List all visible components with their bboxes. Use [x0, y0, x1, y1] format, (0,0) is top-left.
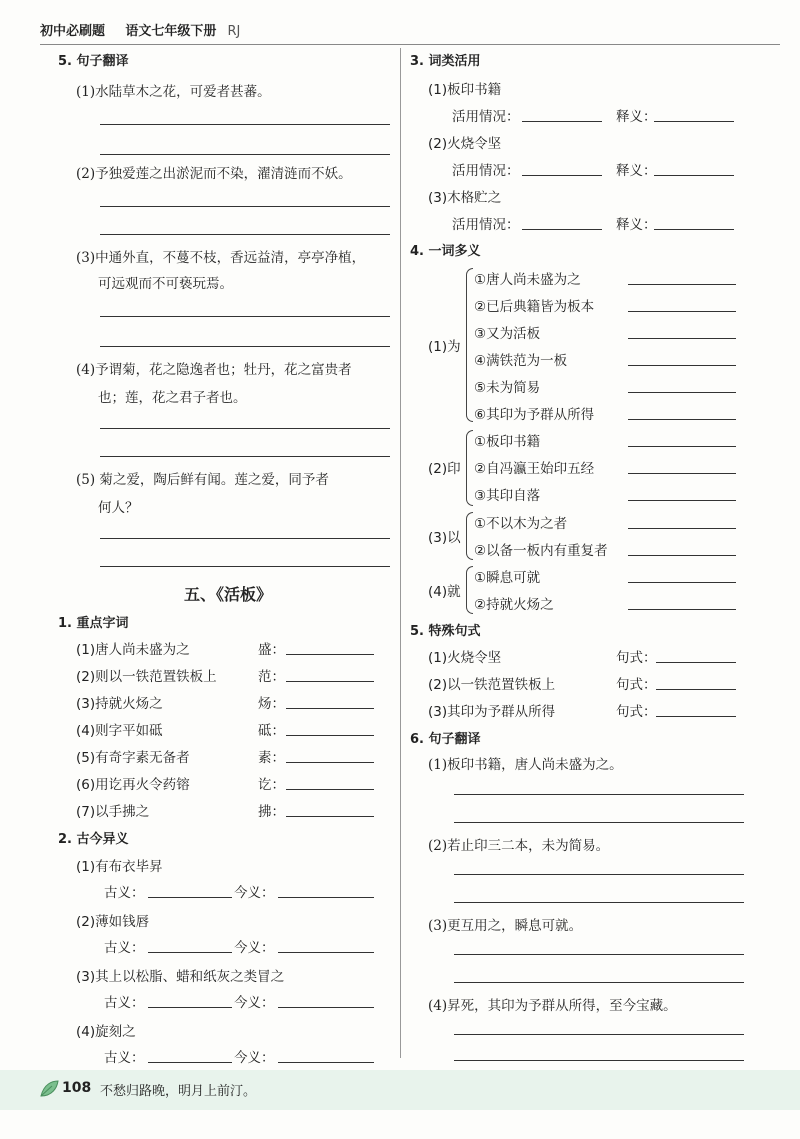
sentence-4b: 也；莲，花之君子者也。: [98, 390, 247, 406]
answer-line[interactable]: [100, 234, 390, 235]
answer-line[interactable]: [278, 952, 374, 953]
answer-line[interactable]: [454, 954, 744, 955]
answer-line[interactable]: [454, 822, 744, 823]
word-char: 素：: [258, 750, 285, 766]
gu-label: 古义：: [104, 885, 145, 901]
answer-line[interactable]: [100, 566, 390, 567]
sentence-5b: 何人？: [98, 500, 139, 516]
word-char: 讫：: [258, 777, 285, 793]
answer-line[interactable]: [628, 582, 736, 583]
answer-line[interactable]: [628, 609, 736, 610]
gujin-item: (4)旋刻之: [76, 1024, 136, 1040]
wei-item: ⑥其印为予群从所得: [474, 407, 595, 423]
meaning-label: 释义：: [616, 217, 657, 233]
translate-item: (3)更互用之，瞬息可就。: [428, 918, 583, 934]
word-char: 拂：: [258, 804, 285, 820]
answer-line[interactable]: [286, 681, 374, 682]
section-1-title: 1. 重点字词: [58, 616, 129, 631]
answer-line[interactable]: [656, 689, 736, 690]
answer-line[interactable]: [286, 762, 374, 763]
sentence-5a: (5) 菊之爱，陶后鲜有闻。莲之爱，同予者: [76, 472, 329, 488]
translate-item: (2)若止印三二本，未为简易。: [428, 838, 610, 854]
gu-label: 古义：: [104, 995, 145, 1011]
word-item: (1)唐人尚未盛为之: [76, 642, 190, 658]
gu-label: 古义：: [104, 1050, 145, 1066]
form-label: 句式：: [616, 650, 657, 666]
answer-line[interactable]: [278, 1007, 374, 1008]
jin-label: 今义：: [234, 1050, 275, 1066]
gujin-item: (1)有布衣毕昇: [76, 859, 163, 875]
brace: [466, 512, 473, 560]
header-rule: [40, 44, 780, 45]
section-5-title: 5. 句子翻译: [58, 54, 129, 69]
answer-line[interactable]: [628, 555, 736, 556]
teshu-item: (1)火烧令坚: [428, 650, 502, 666]
jiu-item: ②持就火炀之: [474, 597, 554, 613]
footer-quote: 不愁归路晚，明月上前汀。: [100, 1084, 257, 1099]
form-label: 句式：: [616, 677, 657, 693]
wei-item: ④满铁范为一板: [474, 353, 568, 369]
book-title: 初中必刷题: [40, 24, 106, 39]
answer-line[interactable]: [454, 874, 744, 875]
teshu-item: (2)以一铁范置铁板上: [428, 677, 556, 693]
answer-line[interactable]: [100, 538, 390, 539]
word-char: 范：: [258, 669, 285, 685]
word-char: 炀：: [258, 696, 285, 712]
gujin-item: (2)薄如钱唇: [76, 914, 150, 930]
answer-line[interactable]: [454, 1034, 744, 1035]
huoyong-item: (3)木格贮之: [428, 190, 502, 206]
wei-item: ②已后典籍皆为板本: [474, 299, 595, 315]
answer-line[interactable]: [148, 1062, 232, 1063]
answer-line[interactable]: [148, 952, 232, 953]
answer-line[interactable]: [628, 284, 736, 285]
answer-line[interactable]: [286, 708, 374, 709]
gujin-item: (3)其上以松脂、蜡和纸灰之类冒之: [76, 969, 285, 985]
lesson-title: 五、《活板》: [184, 585, 273, 604]
answer-line[interactable]: [628, 500, 736, 501]
answer-line[interactable]: [628, 473, 736, 474]
yin-item: ②自冯瀛王始印五经: [474, 461, 595, 477]
answer-line[interactable]: [656, 662, 736, 663]
yi-item: ②以备一板内有重复者: [474, 543, 608, 559]
answer-line[interactable]: [100, 316, 390, 317]
yin-item: ③其印自落: [474, 488, 541, 504]
answer-line[interactable]: [654, 229, 734, 230]
brace: [466, 566, 473, 614]
answer-line[interactable]: [454, 1060, 744, 1061]
answer-line[interactable]: [278, 1062, 374, 1063]
brace: [466, 430, 473, 506]
sentence-4a: (4)予谓菊，花之隐逸者也；牡丹，花之富贵者: [76, 362, 352, 378]
meaning-label: 释义：: [616, 109, 657, 125]
wei-item: ③又为活板: [474, 326, 541, 342]
answer-line[interactable]: [100, 456, 390, 457]
word-item: (6)用讫再火令药镕: [76, 777, 190, 793]
form-label: 句式：: [616, 704, 657, 720]
gu-label: 古义：: [104, 940, 145, 956]
section-4-title: 4. 一词多义: [410, 244, 481, 259]
answer-line[interactable]: [628, 446, 736, 447]
leaf-icon: [38, 1078, 60, 1100]
answer-line[interactable]: [628, 311, 736, 312]
huoyong-item: (1)板印书籍: [428, 82, 502, 98]
word-item: (5)有奇字素无备者: [76, 750, 190, 766]
answer-line[interactable]: [454, 982, 744, 983]
section-5-title: 5. 特殊句式: [410, 624, 481, 639]
jin-label: 今义：: [234, 995, 275, 1011]
page-number: 108: [62, 1080, 92, 1096]
word-item: (7)以手拂之: [76, 804, 150, 820]
section-2-title: 2. 古今异义: [58, 832, 129, 847]
answer-line[interactable]: [654, 175, 734, 176]
answer-line[interactable]: [148, 897, 232, 898]
answer-line[interactable]: [100, 346, 390, 347]
section-6-title: 6. 句子翻译: [410, 732, 481, 747]
jin-label: 今义：: [234, 885, 275, 901]
answer-line[interactable]: [628, 528, 736, 529]
yi-item: ①不以木为之者: [474, 516, 568, 532]
answer-line[interactable]: [628, 392, 736, 393]
answer-line[interactable]: [286, 816, 374, 817]
book-edition: RJ: [227, 24, 241, 39]
book-subject: 语文七年级下册: [125, 24, 217, 39]
answer-line[interactable]: [628, 338, 736, 339]
answer-line[interactable]: [454, 902, 744, 903]
sentence-3b: 可远观而不可亵玩焉。: [98, 276, 233, 292]
page-footer: [0, 1070, 800, 1110]
answer-line[interactable]: [654, 121, 734, 122]
answer-line[interactable]: [522, 121, 602, 122]
section-3-title: 3. 词类活用: [410, 54, 481, 69]
meaning-label: 释义：: [616, 163, 657, 179]
jin-label: 今义：: [234, 940, 275, 956]
answer-line[interactable]: [148, 1007, 232, 1008]
sentence-3a: (3)中通外直，不蔓不枝，香远益清，亭亭净植，: [76, 250, 366, 266]
yin-label: (2)印: [428, 461, 461, 477]
yin-item: ①板印书籍: [474, 434, 541, 450]
answer-line[interactable]: [100, 206, 390, 207]
word-item: (3)持就火炀之: [76, 696, 163, 712]
answer-line[interactable]: [100, 124, 390, 125]
jiu-item: ①瞬息可就: [474, 570, 541, 586]
usage-label: 活用情况：: [452, 163, 520, 179]
answer-line[interactable]: [278, 897, 374, 898]
jiu-label: (4)就: [428, 584, 461, 600]
yi-label: (3)以: [428, 530, 461, 546]
translate-item: (4)昇死，其印为予群从所得，至今宝藏。: [428, 998, 677, 1014]
answer-line[interactable]: [100, 428, 390, 429]
word-char: 砥：: [258, 723, 285, 739]
word-char: 盛：: [258, 642, 285, 658]
teshu-item: (3)其印为予群从所得: [428, 704, 556, 720]
sentence-1: (1)水陆草木之花，可爱者甚蕃。: [76, 84, 271, 100]
answer-line[interactable]: [286, 789, 374, 790]
wei-label: (1)为: [428, 339, 461, 355]
answer-line[interactable]: [286, 735, 374, 736]
wei-item: ⑤未为简易: [474, 380, 541, 396]
sentence-2: (2)予独爱莲之出淤泥而不染，濯清涟而不妖。: [76, 166, 352, 182]
answer-line[interactable]: [454, 794, 744, 795]
word-item: (2)则以一铁范置铁板上: [76, 669, 217, 685]
answer-line[interactable]: [522, 229, 602, 230]
answer-line[interactable]: [628, 419, 736, 420]
answer-line[interactable]: [286, 654, 374, 655]
wei-item: ①唐人尚未盛为之: [474, 272, 581, 288]
word-item: (4)则字平如砥: [76, 723, 163, 739]
answer-line[interactable]: [656, 716, 736, 717]
answer-line[interactable]: [628, 365, 736, 366]
column-divider: [400, 48, 401, 1058]
huoyong-item: (2)火烧令坚: [428, 136, 502, 152]
usage-label: 活用情况：: [452, 109, 520, 125]
page-header: [40, 20, 780, 48]
usage-label: 活用情况：: [452, 217, 520, 233]
brace: [466, 268, 473, 422]
answer-line[interactable]: [100, 154, 390, 155]
translate-item: (1)板印书籍，唐人尚未盛为之。: [428, 757, 623, 773]
answer-line[interactable]: [522, 175, 602, 176]
